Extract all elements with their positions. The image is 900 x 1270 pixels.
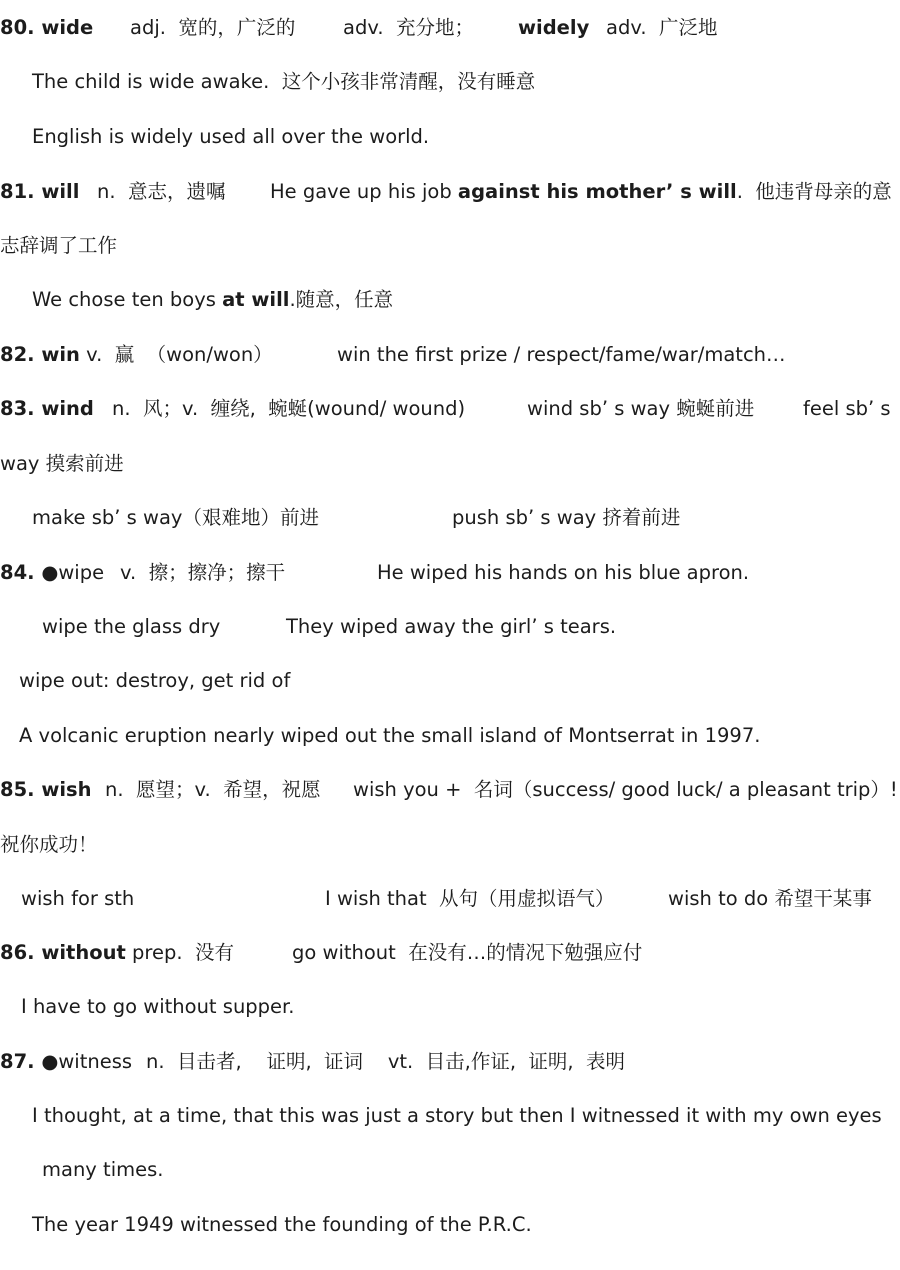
entry-text: n. 目击者, 证明, 证词 vt. 目击,作证, 证明, 表明 <box>146 1050 626 1073</box>
entry-text: English is widely used all over the world. <box>32 125 430 148</box>
headword-text: ● <box>41 1050 59 1073</box>
headword-text: 84. <box>0 561 42 584</box>
entry-text: way 摸索前进 <box>0 452 124 475</box>
entry-text: wind sb’ s way 蜿蜒前进 <box>527 397 755 420</box>
entry-text: prep. 没有 <box>125 941 234 964</box>
entry-text: He gave up his job <box>270 180 458 203</box>
entry-text: wipe <box>58 561 105 584</box>
entry-text: wish you + 名词（success/ good luck/ a pleasant trip）! <box>353 778 898 801</box>
entry-text: The child is wide awake. 这个小孩非常清醒，没有睡意 <box>32 70 536 93</box>
headword-text: widely <box>518 16 590 39</box>
entry-text: .随意，任意 <box>289 288 394 311</box>
entry-text: A volcanic eruption nearly wiped out the small island of Montserrat in 1997. <box>19 724 761 747</box>
entry-text: . 他违背母亲的意 <box>736 180 892 203</box>
entry-text: wipe the glass dry <box>42 615 221 638</box>
headword-text: 83. wind <box>0 397 94 420</box>
entry-text: wish to do 希望干某事 <box>668 887 872 910</box>
headword-text: ● <box>41 561 59 584</box>
entry-text: n. 意志，遗嘱 <box>97 180 226 203</box>
entry-text: The year 1949 witnessed the founding of the P.R.C. <box>32 1213 532 1236</box>
entry-text: v. 赢 （won/won） <box>79 343 273 366</box>
entry-text: We chose ten boys <box>32 288 223 311</box>
entry-text: I thought, at a time, that this was just a story but then I witnessed it with my own eyes <box>32 1104 882 1127</box>
entry-text: push sb’ s way 挤着前进 <box>452 506 681 529</box>
entry-text: I have to go without supper. <box>21 995 295 1018</box>
entry-text: He wiped his hands on his blue apron. <box>377 561 750 584</box>
entry-text: wipe out: destroy, get rid of <box>19 669 291 692</box>
headword-text: 81. will <box>0 180 80 203</box>
headword-text: 86. without <box>0 941 126 964</box>
entry-text: adv. 充分地； <box>343 16 474 39</box>
entry-text: wish for sth <box>21 887 135 910</box>
entry-text: n. 愿望；v. 希望，祝愿 <box>105 778 321 801</box>
headword-text: 82. win <box>0 343 80 366</box>
entry-text: feel sb’ s <box>803 397 891 420</box>
entry-text: 志辞调了工作 <box>0 234 118 257</box>
entry-text: adj. 宽的，广泛的 <box>130 16 296 39</box>
headword-text: 85. wish <box>0 778 92 801</box>
entry-text: I wish that 从句（用虚拟语气） <box>325 887 615 910</box>
entry-text: win the first prize / respect/fame/war/match… <box>337 343 786 366</box>
headword-text: at will <box>222 288 290 311</box>
entry-text: n. 风；v. 缠绕, 蜿蜒(wound/ wound) <box>112 397 466 420</box>
entry-text: They wiped away the girl’ s tears. <box>286 615 617 638</box>
entry-text: witness <box>58 1050 133 1073</box>
headword-text: 87. <box>0 1050 42 1073</box>
entry-text: many times. <box>42 1158 164 1181</box>
headword-text: against his mother’ s will <box>457 180 737 203</box>
headword-text: 80. wide <box>0 16 94 39</box>
entry-text: make sb’ s way（艰难地）前进 <box>32 506 319 529</box>
entry-text: 祝你成功！ <box>0 833 98 856</box>
entry-text: v. 擦；擦净；擦干 <box>120 561 286 584</box>
entry-text: go without 在没有…的情况下勉强应付 <box>292 941 643 964</box>
entry-text: adv. 广泛地 <box>606 16 718 39</box>
